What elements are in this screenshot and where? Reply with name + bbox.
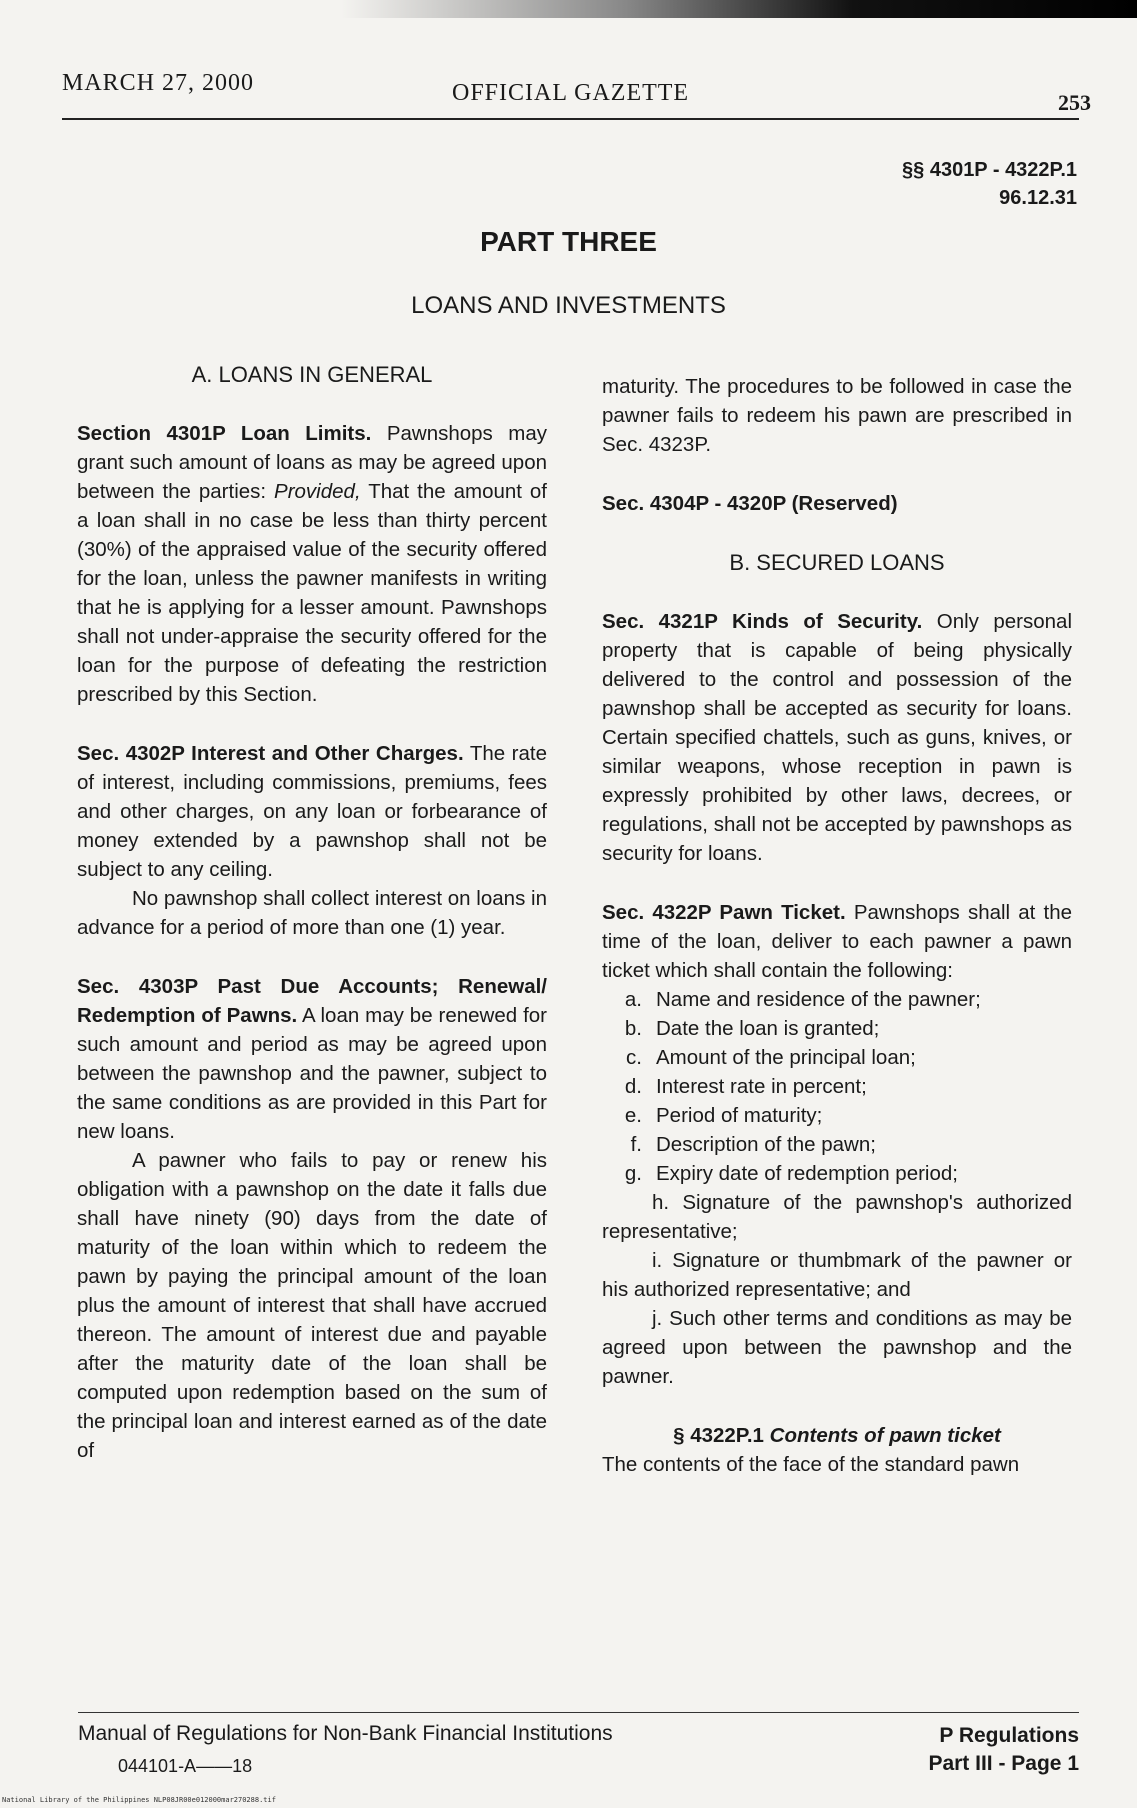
list-text: Date the loan is granted;	[656, 1017, 880, 1040]
list-text: Expiry date of redemption period;	[656, 1162, 958, 1185]
footer-part-page: Part III - Page 1	[928, 1752, 1079, 1775]
list-item-wrapped	[602, 1304, 1072, 1391]
list-item	[602, 1043, 1072, 1072]
section-4303p-text2: A pawner who fails to pay or renew his obligation with a pawnshop on the date it falls due shall have ninety (90) days from the date of maturity of the loan within which to redeem the pawn by paying the principal amount of the loan plus the amount of interest that shall have accrued thereon. The amount of interest due and payable after the maturity date of the loan shall be computed upon redemption based on the sum of the principal loan and interest earned as of the date of	[77, 1149, 547, 1462]
list-text: Description of the pawn;	[656, 1133, 876, 1156]
section-range: §§ 4301P - 4322P.1	[902, 159, 1077, 181]
scan-label: National Library of the Philippines NLP08JR00e012000mar270288.tif	[2, 1796, 276, 1804]
right-column	[602, 372, 1072, 1479]
section-4303p	[77, 972, 547, 1146]
footer-code: 044101-A——18	[118, 1756, 253, 1776]
section-4301p-heading: Section 4301P Loan Limits.	[77, 422, 372, 445]
list-letter: h.	[652, 1191, 670, 1214]
list-letter: i.	[652, 1249, 663, 1272]
list-letter: d.	[624, 1075, 642, 1098]
list-text: Signature or thumbmark of the pawner or his authorized representative; and	[602, 1249, 1072, 1301]
section-4322p-heading: Sec. 4322P Pawn Ticket.	[602, 901, 846, 924]
list-letter: b.	[624, 1017, 642, 1040]
section-4321p-heading: Sec. 4321P Kinds of Security.	[602, 610, 923, 633]
header-rule	[62, 118, 1079, 120]
section-4322p1-title: Contents of pawn ticket	[769, 1424, 1001, 1447]
list-item-wrapped	[602, 1188, 1072, 1246]
list-letter: f.	[630, 1133, 642, 1156]
section-4301p-text2: That the amount of a loan shall in no case be less than thirty percent (30%) of the appraised value of the security offered for the loan, unless the pawner manifests in writing that he is applying for a lesser amount. Pawnshops shall not under-appraise the security offered for the loan for the purpose of defeating the restriction prescribed by this Section.	[77, 480, 547, 706]
header-publication: OFFICIAL GAZETTE	[452, 80, 690, 106]
pawn-ticket-list	[602, 985, 1072, 1391]
section-4303p-text: A loan may be renewed for such amount and period as may be agreed upon between the pawnshop and the pawner, subject to the same conditions as are provided in this Part for new loans.	[77, 1004, 547, 1143]
list-text: Amount of the principal loan;	[656, 1046, 916, 1069]
footer-manual-title: Manual of Regulations for Non-Bank Financial Institutions	[78, 1722, 613, 1745]
footer-rule	[78, 1712, 1079, 1713]
part-subject: LOANS AND INVESTMENTS	[411, 292, 726, 319]
section-4301p-text1: Pawnshops may grant such amount of loans as may be agreed upon between the parties:	[77, 422, 547, 503]
section-4302p-heading: Sec. 4302P Interest and Other Charges.	[77, 742, 464, 765]
section-4322p1-text: The contents of the face of the standard pawn	[602, 1453, 1020, 1476]
section-4321p-text: Only personal property that is capable of being physically delivered to the control and possession of the pawnshop shall be accepted as security for loans. Certain specified chattels, such as guns, knives, or similar weapons, whose reception in pawn is expressly prohibited by other laws, decrees, or regulations, shall not be accepted by pawnshops as security for loans.	[602, 610, 1072, 865]
section-b-heading: B. SECURED LOANS	[729, 550, 945, 575]
section-4302p-text2: No pawnshop shall collect interest on loans in advance for a period of more than one (1) year.	[77, 887, 547, 939]
list-item	[602, 1014, 1072, 1043]
section-4303p-heading: Sec. 4303P Past Due Accounts; Renewal/ Redemption of Pawns.	[77, 975, 547, 1027]
list-letter: j.	[652, 1307, 663, 1330]
list-item	[602, 1159, 1072, 1188]
list-item-wrapped	[602, 1246, 1072, 1304]
continuation-text: maturity. The procedures to be followed in case the pawner fails to redeem his pawn are prescribed in Sec. 4323P.	[602, 375, 1072, 456]
list-text: Period of maturity;	[656, 1104, 823, 1127]
footer-regulations: P Regulations	[939, 1724, 1079, 1747]
section-4322p1-heading	[602, 1421, 1072, 1450]
list-item	[602, 1101, 1072, 1130]
section-4302p-text: The rate of interest, including commissions, premiums, fees and other charges, on any loan or forbearance of money extended by a pawnshop shall not be subject to any ceiling.	[77, 742, 547, 881]
section-4302p	[77, 739, 547, 884]
section-a-heading: A. LOANS IN GENERAL	[191, 362, 433, 387]
part-title: PART THREE	[480, 226, 657, 257]
header-date: MARCH 27, 2000	[62, 70, 255, 96]
list-text: Such other terms and conditions as may be agreed upon between the pawnshop and the pawner.	[602, 1307, 1072, 1388]
section-4322p-text: Pawnshops shall at the time of the loan, deliver to each pawner a pawn ticket which shall contain the following:	[602, 901, 1073, 982]
section-4301p	[77, 419, 547, 709]
list-item	[602, 985, 1072, 1014]
section-4301p-provided: Provided,	[274, 480, 361, 503]
footer-page-ref	[928, 1722, 1079, 1778]
section-4322p1-number: § 4322P.1	[673, 1424, 764, 1447]
scan-edge	[0, 0, 1137, 18]
left-column	[77, 360, 547, 1465]
list-text: Interest rate in percent;	[656, 1075, 867, 1098]
list-item	[602, 1130, 1072, 1159]
list-item	[602, 1072, 1072, 1101]
section-4322p	[602, 898, 1072, 985]
list-text: Name and residence of the pawner;	[656, 988, 981, 1011]
section-reference	[902, 156, 1077, 212]
list-letter: c.	[626, 1046, 642, 1069]
section-4304p-heading: Sec. 4304P - 4320P (Reserved)	[602, 492, 898, 515]
list-text: Signature of the pawnshop's authorized representative;	[602, 1191, 1072, 1243]
revision-date: 96.12.31	[999, 187, 1077, 209]
header-page-number: 253	[1058, 90, 1091, 115]
section-4321p	[602, 607, 1072, 868]
list-letter: g.	[624, 1162, 642, 1185]
list-letter: a.	[624, 988, 642, 1011]
list-letter: e.	[624, 1104, 642, 1127]
